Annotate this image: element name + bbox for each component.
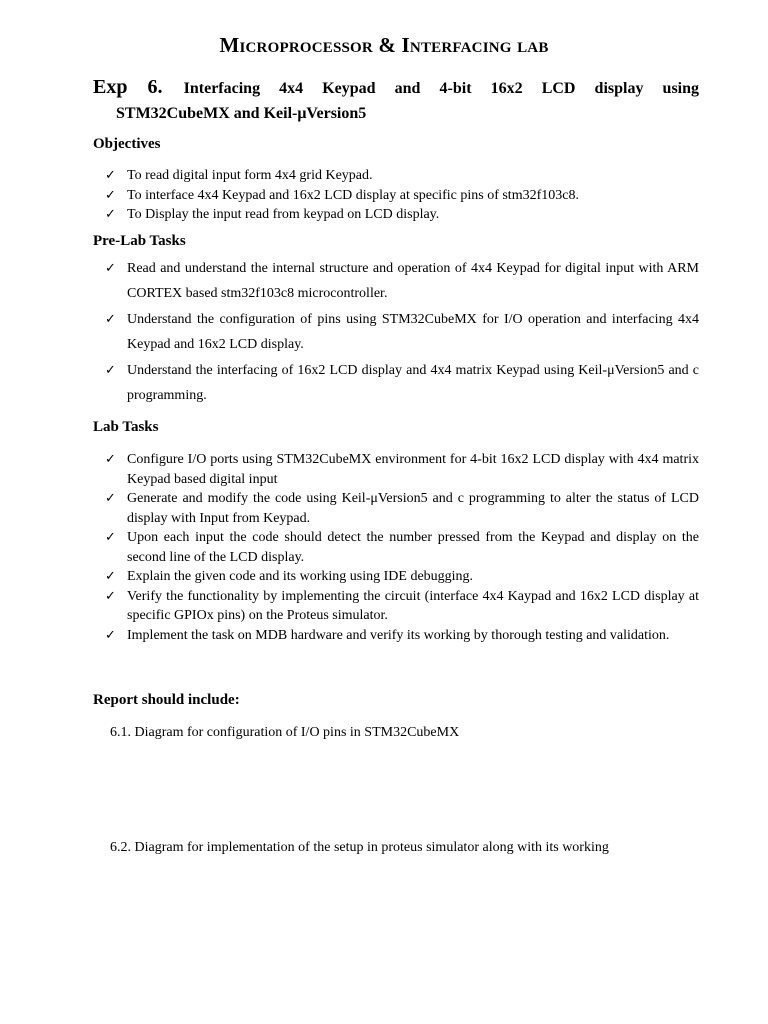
check-icon: ✓: [105, 569, 116, 584]
title-rest-1: icroprocessor: [239, 33, 373, 57]
list-item-text: To read digital input form 4x4 grid Keypad.: [127, 168, 373, 183]
title-big-m: M: [219, 33, 240, 57]
report-heading: Report should include:: [93, 692, 240, 708]
title-amp: &: [372, 33, 402, 57]
labtasks-list: [93, 450, 699, 645]
list-item-text: Understand the configuration of pins using STM32CubeMX for I/O operation and interfacing 4x4 Keypad and 16x2 LCD display.: [127, 312, 699, 352]
check-icon: ✓: [105, 588, 116, 604]
objectives-heading: Objectives: [93, 136, 161, 152]
list-item: [93, 166, 699, 186]
list-item-text: Configure I/O ports using STM32CubeMX environment for 4-bit 16x2 LCD display with 4x4 matrix Keypad based digital input: [127, 452, 699, 487]
list-item: [93, 186, 699, 206]
list-item-text: Read and understand the internal structure and operation of 4x4 Keypad for digital input with ARM CORTEX based stm32f103c8 microcontroller.: [127, 261, 699, 301]
check-icon: ✓: [105, 530, 116, 545]
list-item-text: To interface 4x4 Keypad and 16x2 LCD display at specific pins of stm32f103c8.: [127, 187, 579, 203]
labtasks-heading: Lab Tasks: [93, 419, 159, 435]
list-item: [93, 489, 699, 528]
check-icon: ✓: [105, 363, 116, 378]
list-item: [93, 205, 699, 225]
check-icon: ✓: [105, 261, 116, 276]
report-item-6-2: 6.2. Diagram for implementation of the setup in proteus simulator along with its working: [110, 840, 609, 855]
list-item-text: Generate and modify the code using Keil-μVersion5 and c programming to alter the status of LCD display with Input from Keypad.: [127, 491, 699, 526]
list-item-text: To Display the input read from keypad on LCD display.: [127, 207, 440, 222]
check-icon: ✓: [105, 491, 116, 506]
list-item: [93, 626, 699, 646]
check-icon: ✓: [105, 168, 116, 183]
prelab-heading: Pre-Lab Tasks: [93, 233, 186, 249]
list-item-text: Implement the task on MDB hardware and verify its working by thorough testing and validation.: [127, 627, 670, 643]
list-item-text: Explain the given code and its working using IDE debugging.: [127, 569, 474, 584]
list-item: [93, 358, 699, 408]
check-icon: ✓: [105, 312, 116, 327]
title-big-i: I: [401, 33, 410, 57]
prelab-list: [93, 256, 699, 409]
experiment-title-line2: STM32CubeMX and Keil-μVersion5: [116, 105, 367, 122]
list-item: [93, 528, 699, 567]
check-icon: ✓: [105, 207, 116, 222]
list-item-text: Verify the functionality by implementing the circuit (interface 4x4 Kaypad and 16x2 LCD display at specific GPIOx pins) on the Proteus simulator.: [127, 588, 699, 623]
list-item: [93, 256, 699, 306]
list-item-text: Understand the interfacing of 16x2 LCD display and 4x4 matrix Keypad using Keil-μVersion5 and c programming.: [127, 363, 699, 403]
check-icon: ✓: [105, 452, 116, 467]
report-item-6-1: 6.1. Diagram for configuration of I/O pins in STM32CubeMX: [110, 725, 460, 740]
list-item-text: Upon each input the code should detect the number pressed from the Keypad and display on the second line of the LCD display.: [127, 530, 699, 565]
check-icon: ✓: [105, 187, 116, 203]
list-item: [93, 450, 699, 489]
title-rest-2: nterfacing lab: [409, 33, 549, 57]
document-title: [0, 33, 768, 58]
list-item: [93, 307, 699, 357]
check-icon: ✓: [105, 627, 116, 643]
experiment-heading: [93, 72, 699, 104]
list-item: [93, 587, 699, 626]
objectives-list: [93, 166, 699, 225]
experiment-number: Exp 6.: [93, 76, 163, 98]
experiment-title-line1: Interfacing 4x4 Keypad and 4-bit 16x2 LCD display using: [183, 80, 700, 97]
list-item: [93, 567, 699, 587]
